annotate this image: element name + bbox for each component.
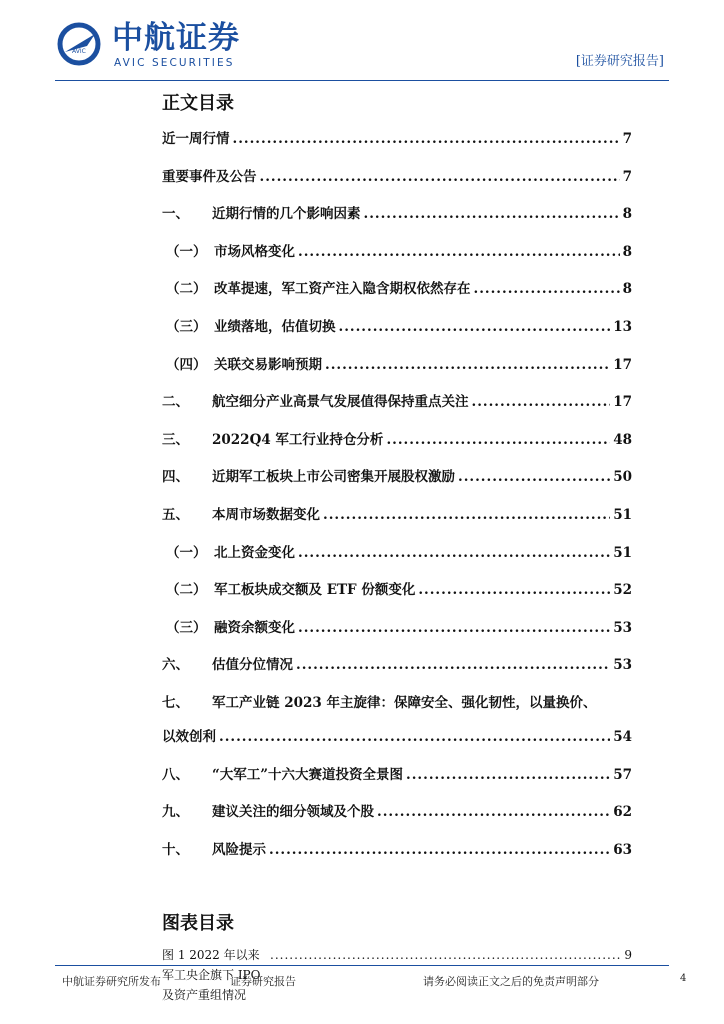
- toc-entry-page: 50: [613, 469, 632, 486]
- brand-name-en: AVIC SECURITIES: [114, 57, 235, 69]
- toc-entry-title: 融资余额变化: [214, 619, 295, 636]
- toc-title: 正文目录: [162, 93, 234, 114]
- toc-entry-number: （二）: [166, 582, 207, 599]
- toc-entry-page: 57: [613, 766, 632, 783]
- toc-entry-number: 五、: [162, 506, 189, 523]
- toc-entry-page: 17: [613, 356, 632, 373]
- toc-entry[interactable]: [162, 429, 632, 467]
- toc-entry[interactable]: [162, 617, 632, 655]
- toc-entry-title: 军工板块成交额及 ETF 份额变化: [214, 582, 416, 599]
- toc-entry[interactable]: [162, 241, 632, 279]
- toc-leader-dots: [458, 466, 610, 488]
- toc-entry-number: 八、: [162, 766, 189, 783]
- toc-entry-page: 51: [613, 506, 632, 523]
- toc-leader-dots: [386, 429, 610, 451]
- toc-entry-number: （三）: [166, 318, 207, 335]
- report-type-tag: [证券研究报告]: [575, 54, 664, 69]
- toc-entry[interactable]: [162, 579, 632, 617]
- toc-leader-dots: [298, 241, 620, 263]
- toc-entry-page: 8: [622, 281, 632, 298]
- footer-report-type: 证券研究报告: [230, 975, 296, 988]
- toc-entry-page: 51: [613, 544, 632, 561]
- footer-disclaimer: 请务必阅读正文之后的免责声明部分: [423, 975, 599, 988]
- page-header: [0, 0, 724, 82]
- toc-entry[interactable]: [162, 726, 632, 764]
- toc-entry-page: 54: [613, 728, 632, 745]
- toc-entry[interactable]: [162, 278, 632, 316]
- toc-entry-page: 62: [613, 804, 632, 821]
- figure-entry-page: 9: [624, 948, 632, 962]
- toc-entry-title: 改革提速，军工资产注入隐含期权依然存在: [214, 281, 471, 298]
- toc-entry-title: 市场风格变化: [214, 243, 295, 260]
- brand-name-cn: 中航证券: [112, 20, 240, 56]
- toc-entry[interactable]: [162, 203, 632, 241]
- svg-text:AVIC: AVIC: [72, 48, 86, 55]
- toc-entry-number: 六、: [162, 657, 189, 674]
- toc-entry-number: （四）: [166, 356, 207, 373]
- toc-entry-title: 风险提示: [212, 841, 266, 858]
- toc-entry-title: 近期行情的几个影响因素: [212, 206, 361, 223]
- toc-entry-title: 北上资金变化: [214, 544, 295, 561]
- toc-entry-title: 2022Q4 军工行业持仓分析: [212, 431, 384, 448]
- toc-entry[interactable]: [162, 166, 632, 204]
- toc-entry-number: 七、: [162, 694, 189, 711]
- toc-entry-title: 业绩落地，估值切换: [214, 318, 336, 335]
- toc-entry-number: 十、: [162, 841, 189, 858]
- toc-entry-title: 估值分位情况: [212, 657, 293, 674]
- figure-leader-dots: [270, 945, 622, 965]
- toc-entry-number: 九、: [162, 804, 189, 821]
- toc-entry-page: 53: [613, 657, 632, 674]
- toc-entry-number: （一）: [166, 243, 207, 260]
- toc-entry-page: 13: [613, 318, 632, 335]
- toc-entry-title: 重要事件及公告: [162, 168, 257, 185]
- toc-leader-dots: [377, 801, 610, 823]
- toc-entry-page: 63: [613, 841, 632, 858]
- toc-entry[interactable]: [162, 466, 632, 504]
- toc-entry-page: 48: [613, 431, 632, 448]
- toc-leader-dots: [364, 203, 620, 225]
- header-divider: [55, 80, 669, 81]
- toc-entry[interactable]: [162, 801, 632, 839]
- toc-leader-dots: [406, 764, 610, 786]
- toc-entry-page: 53: [613, 619, 632, 636]
- toc-entry-number: （一）: [166, 544, 207, 561]
- page-number: 4: [680, 973, 687, 984]
- figure-entry-title: 图 1 2022 年以来军工央企旗下 IPO 及资产重组情况: [162, 948, 261, 1002]
- toc-leader-dots: [418, 579, 610, 601]
- toc-entry-title: 建议关注的细分领域及个股: [212, 804, 374, 821]
- toc-leader-dots: [233, 128, 620, 150]
- toc-entry-page: 17: [613, 394, 632, 411]
- toc-leader-dots: [298, 617, 610, 639]
- toc-leader-dots: [260, 166, 620, 188]
- toc-entry[interactable]: [162, 504, 632, 542]
- toc-entry[interactable]: [162, 391, 632, 429]
- toc-leader-dots: [219, 726, 610, 748]
- toc-entry-number: 二、: [162, 394, 189, 411]
- footer-publisher: 中航证券研究所发布: [62, 975, 161, 988]
- toc-entry-number: （二）: [166, 281, 207, 298]
- toc-entry[interactable]: [162, 839, 632, 877]
- toc-entry[interactable]: [162, 128, 632, 166]
- toc-entry-title: 近期军工板块上市公司密集开展股权激励: [212, 469, 455, 486]
- toc-leader-dots: [339, 316, 611, 338]
- toc-entry[interactable]: [162, 542, 632, 580]
- toc-leader-dots: [269, 839, 610, 861]
- toc-entry-page: 52: [613, 582, 632, 599]
- toc-entry-page: 7: [622, 168, 632, 185]
- toc-entry[interactable]: [162, 764, 632, 802]
- toc-entry-title: 以效创利: [162, 728, 216, 745]
- toc-entry-page: 8: [622, 206, 632, 223]
- toc-entry[interactable]: [162, 316, 632, 354]
- toc-entry-title: 本周市场数据变化: [212, 506, 320, 523]
- toc-entry-page: 8: [622, 243, 632, 260]
- toc-entry[interactable]: [162, 354, 632, 392]
- toc-leader-dots: [323, 504, 610, 526]
- toc-entry-title: 关联交易影响预期: [214, 356, 322, 373]
- toc-leader-dots: [298, 542, 610, 564]
- toc-list: [162, 128, 632, 876]
- toc-leader-dots: [474, 278, 620, 300]
- toc-entry-title: 近一周行情: [162, 131, 230, 147]
- toc-entry-title: 军工产业链 2023 年主旋律：保障安全、强化韧性，以量换价、: [212, 694, 597, 711]
- toc-leader-dots: [325, 354, 610, 376]
- toc-leader-dots: [296, 654, 610, 676]
- figure-list-title: 图表目录: [162, 913, 234, 934]
- toc-leader-dots: [472, 391, 611, 413]
- toc-entry[interactable]: [162, 692, 632, 726]
- toc-entry-number: 四、: [162, 469, 189, 486]
- toc-entry-number: 三、: [162, 431, 189, 448]
- footer-divider: [55, 965, 669, 966]
- avic-logo-icon: [57, 22, 101, 66]
- toc-entry-title: “大军工”十六大赛道投资全景图: [212, 766, 404, 783]
- toc-entry-number: （三）: [166, 619, 207, 636]
- toc-entry-title: 航空细分产业高景气发展值得保持重点关注: [212, 394, 469, 411]
- toc-entry[interactable]: [162, 654, 632, 692]
- toc-entry-page: 7: [622, 131, 632, 147]
- toc-entry-number: 一、: [162, 206, 189, 223]
